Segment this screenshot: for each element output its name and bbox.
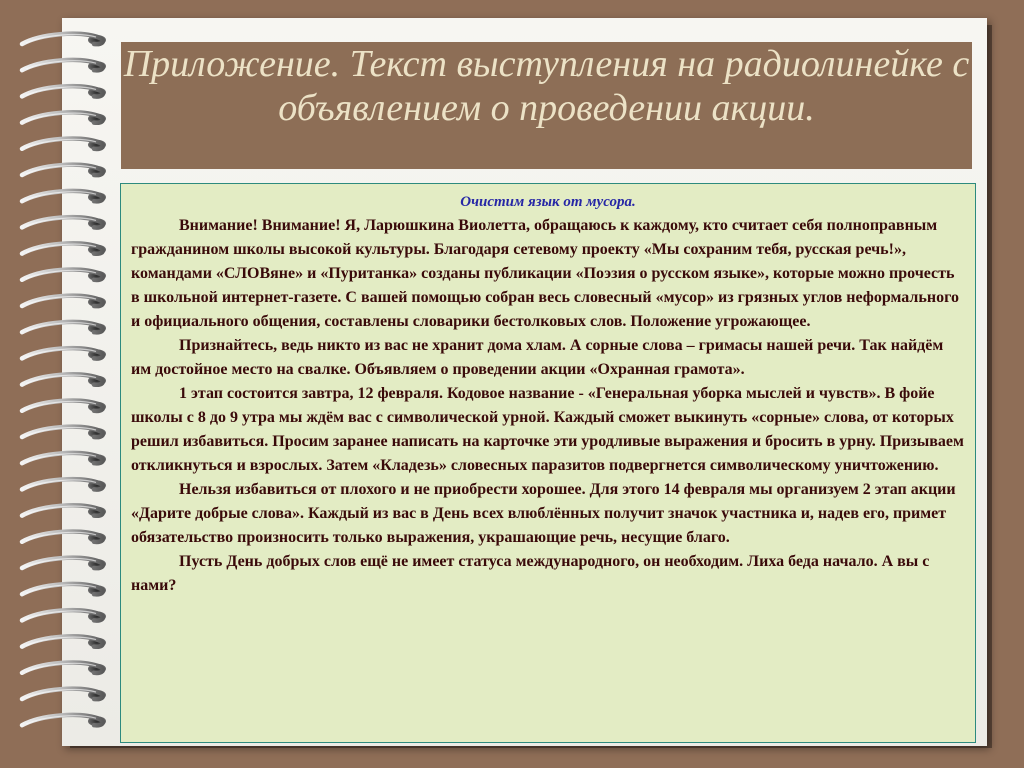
paragraph: 1 этап состоится завтра, 12 февраля. Кодовое название - «Генеральная уборка мыслей и чувств». В фойе школы с 8 до 9 утра мы ждём вас с символической урной. Каждый сможет выкинуть «сорные» слова, от которых решил избавиться. Просим заранее написать на карточке эти уродливые выражения и бросить в урну. Призываем откликнуться и взрослых. Затем «Кладезь» словесных паразитов подвергнется символическому уничтожению. xyxy=(131,385,964,474)
paragraph: Признайтесь, ведь никто из вас не хранит дома хлам. А сорные слова – гримасы нашей речи. Так найдём им достойное место на свалке. Объявляем о проведении акции «Охранная грамота». xyxy=(131,337,944,378)
content-box xyxy=(120,183,976,743)
paragraph: Пусть День добрых слов ещё не имеет статуса международного, он необходим. Лиха беда начало. А вы с нами? xyxy=(131,553,930,594)
content-heading: Очистим язык от мусора. xyxy=(460,194,636,210)
slide-title: Приложение. Текст выступления на радиолинейке с объявлением о проведении акции. xyxy=(123,43,970,129)
paragraph: Внимание! Внимание! Я, Ларюшкина Виолетта, обращаюсь к каждому, кто считает себя полноправным гражданином школы высокой культуры. Благодаря сетевому проекту «Мы сохраним тебя, русская речь!», командами «СЛОВяне» и «Пуританка» созданы публикации «Поэзия о русском языке», которые можно прочесть в школьной интернет-газете. С вашей помощью собран весь словесный «мусор» из грязных углов неформального и официального общения, составлены словарики бестолковых слов. Положение угрожающее. xyxy=(131,217,959,330)
paragraph: Нельзя избавиться от плохого и не приобрести хорошее. Для этого 14 февраля мы организуем 2 этап акции «Дарите добрые слова». Каждый из вас в День всех влюблённых получит значок участника и, надев его, примет обязательство произносить только выражения, украшающие речь, несущие благо. xyxy=(131,481,956,546)
title-bar xyxy=(121,42,972,169)
